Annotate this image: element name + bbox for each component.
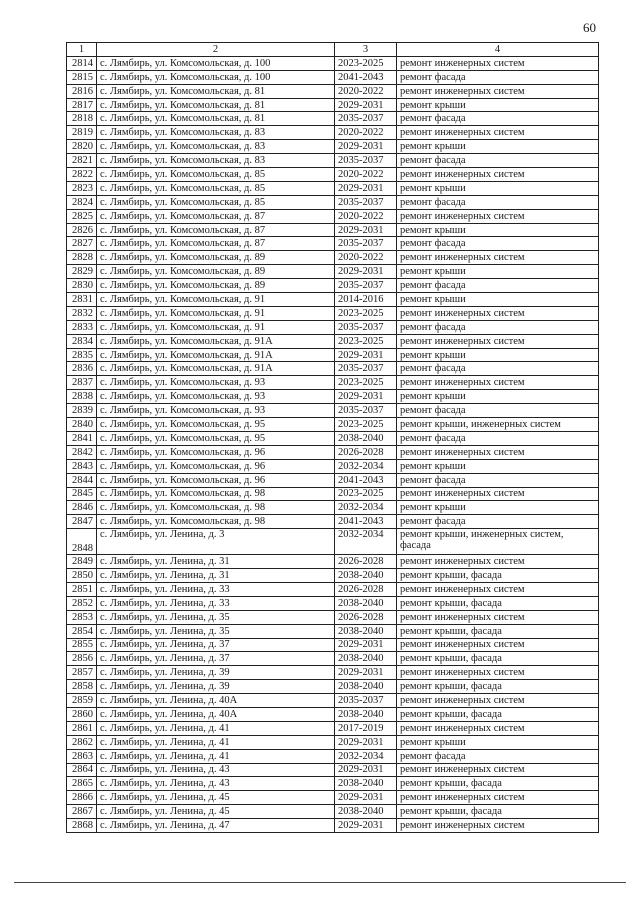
row-period: 2038-2040 xyxy=(335,652,397,666)
table-row xyxy=(67,376,599,390)
table-row xyxy=(67,306,599,320)
row-number: 2824 xyxy=(67,195,97,209)
row-work-type: ремонт крыши, фасада xyxy=(397,624,599,638)
row-work-type: ремонт инженерных систем xyxy=(397,610,599,624)
table-row xyxy=(67,348,599,362)
row-address: с. Лямбирь, ул. Комсомольская, д. 83 xyxy=(97,140,335,154)
table-row xyxy=(67,707,599,721)
row-address: с. Лямбирь, ул. Комсомольская, д. 95 xyxy=(97,431,335,445)
row-period: 2038-2040 xyxy=(335,569,397,583)
row-number: 2829 xyxy=(67,265,97,279)
row-period: 2029-2031 xyxy=(335,666,397,680)
row-period: 2029-2031 xyxy=(335,223,397,237)
table-row xyxy=(67,223,599,237)
row-period: 2029-2031 xyxy=(335,181,397,195)
table-row xyxy=(67,251,599,265)
row-work-type: ремонт фасада xyxy=(397,515,599,529)
row-period: 2029-2031 xyxy=(335,638,397,652)
row-number: 2861 xyxy=(67,721,97,735)
row-number: 2860 xyxy=(67,707,97,721)
table-row xyxy=(67,70,599,84)
row-period: 2029-2031 xyxy=(335,791,397,805)
table-row xyxy=(67,154,599,168)
row-work-type: ремонт инженерных систем xyxy=(397,487,599,501)
table-row xyxy=(67,320,599,334)
row-address: с. Лямбирь, ул. Комсомольская, д. 95 xyxy=(97,418,335,432)
row-work-type: ремонт фасада xyxy=(397,473,599,487)
row-period: 2023-2025 xyxy=(335,487,397,501)
row-period: 2038-2040 xyxy=(335,805,397,819)
row-number: 2855 xyxy=(67,638,97,652)
row-work-type: ремонт крыши, инженерных систем, фасада xyxy=(397,529,599,555)
row-period: 2038-2040 xyxy=(335,596,397,610)
row-address: с. Лямбирь, ул. Ленина, д. 39 xyxy=(97,666,335,680)
row-period: 2029-2031 xyxy=(335,98,397,112)
row-work-type: ремонт инженерных систем xyxy=(397,582,599,596)
row-period: 2026-2028 xyxy=(335,582,397,596)
header-cell-1: 1 xyxy=(67,43,97,57)
row-work-type: ремонт крыши, фасада xyxy=(397,652,599,666)
table-row xyxy=(67,652,599,666)
row-number: 2822 xyxy=(67,168,97,182)
row-address: с. Лямбирь, ул. Ленина, д. 47 xyxy=(97,819,335,833)
table-row xyxy=(67,334,599,348)
row-period: 2029-2031 xyxy=(335,265,397,279)
table-row xyxy=(67,279,599,293)
row-number: 2823 xyxy=(67,181,97,195)
row-work-type: ремонт инженерных систем xyxy=(397,306,599,320)
row-address: с. Лямбирь, ул. Комсомольская, д. 96 xyxy=(97,473,335,487)
table-row xyxy=(67,473,599,487)
row-work-type: ремонт инженерных систем xyxy=(397,56,599,70)
table-row xyxy=(67,515,599,529)
row-work-type: ремонт инженерных систем xyxy=(397,791,599,805)
row-address: с. Лямбирь, ул. Комсомольская, д. 93 xyxy=(97,390,335,404)
row-address: с. Лямбирь, ул. Ленина, д. 45 xyxy=(97,791,335,805)
row-address: с. Лямбирь, ул. Комсомольская, д. 91А xyxy=(97,334,335,348)
row-address: с. Лямбирь, ул. Ленина, д. 37 xyxy=(97,638,335,652)
table-row xyxy=(67,582,599,596)
row-work-type: ремонт крыши xyxy=(397,181,599,195)
table-row xyxy=(67,56,599,70)
row-period: 2035-2037 xyxy=(335,237,397,251)
table-row xyxy=(67,487,599,501)
table-row xyxy=(67,84,599,98)
row-period: 2023-2025 xyxy=(335,306,397,320)
row-work-type: ремонт инженерных систем xyxy=(397,666,599,680)
row-period: 2029-2031 xyxy=(335,140,397,154)
row-address: с. Лямбирь, ул. Комсомольская, д. 83 xyxy=(97,126,335,140)
table-row xyxy=(67,126,599,140)
row-address: с. Лямбирь, ул. Комсомольская, д. 87 xyxy=(97,237,335,251)
table-row xyxy=(67,390,599,404)
table-row xyxy=(67,721,599,735)
row-address: с. Лямбирь, ул. Ленина, д. 31 xyxy=(97,555,335,569)
table-row xyxy=(67,237,599,251)
row-period: 2020-2022 xyxy=(335,209,397,223)
row-address: с. Лямбирь, ул. Комсомольская, д. 91А xyxy=(97,348,335,362)
table-row xyxy=(67,735,599,749)
row-number: 2864 xyxy=(67,763,97,777)
row-work-type: ремонт фасада xyxy=(397,112,599,126)
row-period: 2032-2034 xyxy=(335,529,397,555)
table-row xyxy=(67,694,599,708)
table-row xyxy=(67,168,599,182)
row-period: 2038-2040 xyxy=(335,680,397,694)
row-work-type: ремонт инженерных систем xyxy=(397,763,599,777)
row-address: с. Лямбирь, ул. Ленина, д. 35 xyxy=(97,610,335,624)
header-cell-3: 3 xyxy=(335,43,397,57)
row-number: 2821 xyxy=(67,154,97,168)
row-number: 2815 xyxy=(67,70,97,84)
row-number: 2842 xyxy=(67,445,97,459)
row-address: с. Лямбирь, ул. Комсомольская, д. 89 xyxy=(97,279,335,293)
row-number: 2849 xyxy=(67,555,97,569)
row-work-type: ремонт крыши, фасада xyxy=(397,680,599,694)
row-work-type: ремонт крыши xyxy=(397,293,599,307)
row-number: 2866 xyxy=(67,791,97,805)
table-row xyxy=(67,98,599,112)
row-work-type: ремонт крыши xyxy=(397,459,599,473)
table-row xyxy=(67,112,599,126)
row-address: с. Лямбирь, ул. Комсомольская, д. 87 xyxy=(97,209,335,223)
row-work-type: ремонт инженерных систем xyxy=(397,721,599,735)
row-number: 2831 xyxy=(67,293,97,307)
row-number: 2819 xyxy=(67,126,97,140)
row-period: 2020-2022 xyxy=(335,126,397,140)
row-period: 2035-2037 xyxy=(335,195,397,209)
row-work-type: ремонт крыши xyxy=(397,223,599,237)
row-address: с. Лямбирь, ул. Комсомольская, д. 89 xyxy=(97,265,335,279)
table-header-row xyxy=(67,43,599,57)
row-address: с. Лямбирь, ул. Ленина, д. 3 xyxy=(97,529,335,555)
row-number: 2847 xyxy=(67,515,97,529)
row-period: 2041-2043 xyxy=(335,70,397,84)
row-number: 2839 xyxy=(67,404,97,418)
row-number: 2862 xyxy=(67,735,97,749)
row-period: 2023-2025 xyxy=(335,376,397,390)
row-period: 2038-2040 xyxy=(335,777,397,791)
row-work-type: ремонт крыши, фасада xyxy=(397,805,599,819)
row-number: 2851 xyxy=(67,582,97,596)
row-period: 2017-2019 xyxy=(335,721,397,735)
row-address: с. Лямбирь, ул. Ленина, д. 43 xyxy=(97,763,335,777)
row-period: 2035-2037 xyxy=(335,279,397,293)
table-row xyxy=(67,569,599,583)
row-address: с. Лямбирь, ул. Ленина, д. 40А xyxy=(97,694,335,708)
row-number: 2843 xyxy=(67,459,97,473)
row-work-type: ремонт инженерных систем xyxy=(397,168,599,182)
row-number: 2827 xyxy=(67,237,97,251)
row-work-type: ремонт фасада xyxy=(397,237,599,251)
table-row xyxy=(67,362,599,376)
header-cell-2: 2 xyxy=(97,43,335,57)
row-work-type: ремонт инженерных систем xyxy=(397,209,599,223)
row-work-type: ремонт инженерных систем xyxy=(397,126,599,140)
row-work-type: ремонт крыши, фасада xyxy=(397,596,599,610)
row-number: 2820 xyxy=(67,140,97,154)
row-work-type: ремонт крыши xyxy=(397,265,599,279)
row-work-type: ремонт фасада xyxy=(397,154,599,168)
row-period: 2029-2031 xyxy=(335,735,397,749)
row-period: 2035-2037 xyxy=(335,154,397,168)
row-address: с. Лямбирь, ул. Ленина, д. 41 xyxy=(97,735,335,749)
row-address: с. Лямбирь, ул. Ленина, д. 41 xyxy=(97,721,335,735)
row-address: с. Лямбирь, ул. Комсомольская, д. 96 xyxy=(97,445,335,459)
row-address: с. Лямбирь, ул. Ленина, д. 37 xyxy=(97,652,335,666)
row-number: 2848 xyxy=(67,529,97,555)
row-work-type: ремонт крыши xyxy=(397,735,599,749)
row-number: 2830 xyxy=(67,279,97,293)
scan-edge-line xyxy=(14,882,626,883)
row-work-type: ремонт крыши xyxy=(397,98,599,112)
table-row xyxy=(67,791,599,805)
row-work-type: ремонт инженерных систем xyxy=(397,638,599,652)
row-period: 2026-2028 xyxy=(335,610,397,624)
table-row xyxy=(67,501,599,515)
row-number: 2856 xyxy=(67,652,97,666)
row-address: с. Лямбирь, ул. Ленина, д. 31 xyxy=(97,569,335,583)
row-number: 2844 xyxy=(67,473,97,487)
row-address: с. Лямбирь, ул. Комсомольская, д. 81 xyxy=(97,98,335,112)
table-row xyxy=(67,445,599,459)
row-period: 2032-2034 xyxy=(335,459,397,473)
row-number: 2867 xyxy=(67,805,97,819)
row-number: 2850 xyxy=(67,569,97,583)
row-address: с. Лямбирь, ул. Ленина, д. 39 xyxy=(97,680,335,694)
row-number: 2832 xyxy=(67,306,97,320)
row-period: 2020-2022 xyxy=(335,84,397,98)
table-row xyxy=(67,749,599,763)
row-period: 2023-2025 xyxy=(335,418,397,432)
row-period: 2038-2040 xyxy=(335,624,397,638)
row-work-type: ремонт крыши xyxy=(397,140,599,154)
row-address: с. Лямбирь, ул. Комсомольская, д. 81 xyxy=(97,112,335,126)
row-address: с. Лямбирь, ул. Комсомольская, д. 85 xyxy=(97,168,335,182)
row-work-type: ремонт крыши, фасада xyxy=(397,707,599,721)
table-row xyxy=(67,529,599,555)
row-work-type: ремонт крыши xyxy=(397,348,599,362)
row-work-type: ремонт инженерных систем xyxy=(397,445,599,459)
row-number: 2840 xyxy=(67,418,97,432)
row-number: 2828 xyxy=(67,251,97,265)
table-row xyxy=(67,431,599,445)
row-period: 2026-2028 xyxy=(335,555,397,569)
table-row xyxy=(67,418,599,432)
row-address: с. Лямбирь, ул. Комсомольская, д. 83 xyxy=(97,154,335,168)
row-period: 2020-2022 xyxy=(335,251,397,265)
row-address: с. Лямбирь, ул. Комсомольская, д. 91 xyxy=(97,320,335,334)
table-row xyxy=(67,805,599,819)
row-address: с. Лямбирь, ул. Комсомольская, д. 85 xyxy=(97,181,335,195)
table-row xyxy=(67,596,599,610)
header-cell-4: 4 xyxy=(397,43,599,57)
table-row xyxy=(67,404,599,418)
table-row xyxy=(67,624,599,638)
row-number: 2858 xyxy=(67,680,97,694)
row-period: 2035-2037 xyxy=(335,404,397,418)
repair-schedule-table xyxy=(66,42,599,833)
row-work-type: ремонт инженерных систем xyxy=(397,84,599,98)
row-work-type: ремонт крыши, инженерных систем xyxy=(397,418,599,432)
row-number: 2833 xyxy=(67,320,97,334)
row-work-type: ремонт фасада xyxy=(397,320,599,334)
table-row xyxy=(67,293,599,307)
row-address: с. Лямбирь, ул. Комсомольская, д. 96 xyxy=(97,459,335,473)
row-number: 2826 xyxy=(67,223,97,237)
row-work-type: ремонт фасада xyxy=(397,70,599,84)
row-work-type: ремонт инженерных систем xyxy=(397,334,599,348)
row-number: 2814 xyxy=(67,56,97,70)
page-number: 60 xyxy=(583,20,596,35)
table-row xyxy=(67,638,599,652)
row-work-type: ремонт фасада xyxy=(397,279,599,293)
row-period: 2035-2037 xyxy=(335,112,397,126)
table-row xyxy=(67,459,599,473)
row-address: с. Лямбирь, ул. Ленина, д. 43 xyxy=(97,777,335,791)
row-work-type: ремонт крыши xyxy=(397,501,599,515)
table-row xyxy=(67,666,599,680)
row-address: с. Лямбирь, ул. Комсомольская, д. 98 xyxy=(97,487,335,501)
row-period: 2023-2025 xyxy=(335,56,397,70)
row-number: 2857 xyxy=(67,666,97,680)
table-row xyxy=(67,265,599,279)
row-work-type: ремонт крыши, фасада xyxy=(397,777,599,791)
row-number: 2854 xyxy=(67,624,97,638)
row-number: 2838 xyxy=(67,390,97,404)
row-period: 2020-2022 xyxy=(335,168,397,182)
row-work-type: ремонт инженерных систем xyxy=(397,251,599,265)
row-period: 2041-2043 xyxy=(335,473,397,487)
row-number: 2835 xyxy=(67,348,97,362)
row-address: с. Лямбирь, ул. Комсомольская, д. 98 xyxy=(97,501,335,515)
row-work-type: ремонт крыши xyxy=(397,390,599,404)
row-period: 2035-2037 xyxy=(335,362,397,376)
table-row xyxy=(67,555,599,569)
table-row xyxy=(67,140,599,154)
row-work-type: ремонт инженерных систем xyxy=(397,819,599,833)
table-row xyxy=(67,195,599,209)
table-row xyxy=(67,680,599,694)
row-address: с. Лямбирь, ул. Комсомольская, д. 91 xyxy=(97,306,335,320)
row-period: 2035-2037 xyxy=(335,320,397,334)
table-row xyxy=(67,819,599,833)
row-number: 2853 xyxy=(67,610,97,624)
row-period: 2032-2034 xyxy=(335,749,397,763)
table-row xyxy=(67,777,599,791)
row-period: 2041-2043 xyxy=(335,515,397,529)
row-address: с. Лямбирь, ул. Комсомольская, д. 100 xyxy=(97,70,335,84)
row-work-type: ремонт крыши, фасада xyxy=(397,569,599,583)
row-number: 2846 xyxy=(67,501,97,515)
row-period: 2029-2031 xyxy=(335,763,397,777)
row-address: с. Лямбирь, ул. Комсомольская, д. 91А xyxy=(97,362,335,376)
table-body xyxy=(67,56,599,832)
table-row xyxy=(67,763,599,777)
row-number: 2816 xyxy=(67,84,97,98)
row-number: 2852 xyxy=(67,596,97,610)
row-work-type: ремонт фасада xyxy=(397,431,599,445)
row-number: 2834 xyxy=(67,334,97,348)
row-period: 2032-2034 xyxy=(335,501,397,515)
row-address: с. Лямбирь, ул. Комсомольская, д. 81 xyxy=(97,84,335,98)
row-work-type: ремонт фасада xyxy=(397,404,599,418)
row-address: с. Лямбирь, ул. Комсомольская, д. 93 xyxy=(97,404,335,418)
row-work-type: ремонт фасада xyxy=(397,749,599,763)
row-number: 2841 xyxy=(67,431,97,445)
row-period: 2029-2031 xyxy=(335,819,397,833)
row-address: с. Лямбирь, ул. Комсомольская, д. 93 xyxy=(97,376,335,390)
row-work-type: ремонт фасада xyxy=(397,195,599,209)
row-address: с. Лямбирь, ул. Ленина, д. 33 xyxy=(97,582,335,596)
row-address: с. Лямбирь, ул. Комсомольская, д. 100 xyxy=(97,56,335,70)
row-period: 2029-2031 xyxy=(335,390,397,404)
table-row xyxy=(67,610,599,624)
row-work-type: ремонт фасада xyxy=(397,362,599,376)
row-number: 2863 xyxy=(67,749,97,763)
row-number: 2836 xyxy=(67,362,97,376)
row-work-type: ремонт инженерных систем xyxy=(397,555,599,569)
row-period: 2026-2028 xyxy=(335,445,397,459)
row-address: с. Лямбирь, ул. Комсомольская, д. 85 xyxy=(97,195,335,209)
row-period: 2038-2040 xyxy=(335,431,397,445)
row-period: 2035-2037 xyxy=(335,694,397,708)
row-address: с. Лямбирь, ул. Комсомольская, д. 91 xyxy=(97,293,335,307)
row-number: 2825 xyxy=(67,209,97,223)
row-address: с. Лямбирь, ул. Ленина, д. 45 xyxy=(97,805,335,819)
row-period: 2029-2031 xyxy=(335,348,397,362)
row-address: с. Лямбирь, ул. Комсомольская, д. 89 xyxy=(97,251,335,265)
table-row xyxy=(67,209,599,223)
row-number: 2837 xyxy=(67,376,97,390)
row-period: 2014-2016 xyxy=(335,293,397,307)
row-address: с. Лямбирь, ул. Ленина, д. 41 xyxy=(97,749,335,763)
row-number: 2859 xyxy=(67,694,97,708)
row-period: 2023-2025 xyxy=(335,334,397,348)
row-work-type: ремонт инженерных систем xyxy=(397,376,599,390)
row-period: 2038-2040 xyxy=(335,707,397,721)
row-address: с. Лямбирь, ул. Комсомольская, д. 87 xyxy=(97,223,335,237)
row-address: с. Лямбирь, ул. Комсомольская, д. 98 xyxy=(97,515,335,529)
row-number: 2817 xyxy=(67,98,97,112)
row-number: 2845 xyxy=(67,487,97,501)
table-row xyxy=(67,181,599,195)
row-number: 2818 xyxy=(67,112,97,126)
row-address: с. Лямбирь, ул. Ленина, д. 33 xyxy=(97,596,335,610)
row-address: с. Лямбирь, ул. Ленина, д. 35 xyxy=(97,624,335,638)
row-number: 2865 xyxy=(67,777,97,791)
row-number: 2868 xyxy=(67,819,97,833)
row-work-type: ремонт инженерных систем xyxy=(397,694,599,708)
row-address: с. Лямбирь, ул. Ленина, д. 40А xyxy=(97,707,335,721)
